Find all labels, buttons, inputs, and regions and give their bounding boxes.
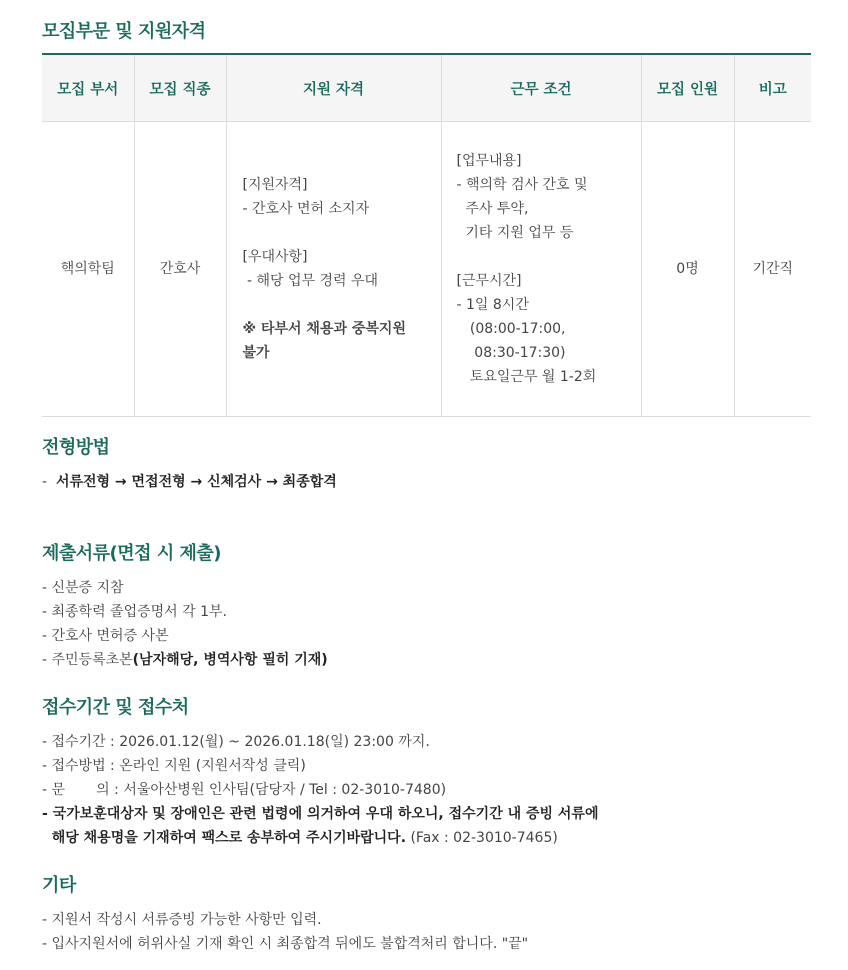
duty-line: 기타 지원 업무 등 bbox=[456, 225, 574, 241]
hours-line: - 1일 8시간 bbox=[456, 297, 529, 313]
hours-line: 토요일근무 월 1-2회 bbox=[456, 369, 597, 385]
hours-label: [근무시간] bbox=[456, 273, 522, 289]
etc-list bbox=[42, 908, 528, 956]
process-text: 서류전형 → 면접전형 → 신체검사 → 최종합격 bbox=[55, 474, 337, 490]
hours-line: 08:30-17:30) bbox=[456, 345, 566, 361]
duplicate-note-cont: 불가 bbox=[242, 345, 270, 361]
section-title-recruit: 모집부문 및 지원자격 bbox=[42, 21, 206, 42]
section-title-process: 전형방법 bbox=[42, 437, 110, 458]
section-title-application: 접수기간 및 접수처 bbox=[42, 697, 189, 718]
duplicate-note: ※ 타부서 채용과 중복지원 bbox=[242, 321, 406, 337]
header-count: 모집 인원 bbox=[641, 54, 734, 122]
list-item bbox=[42, 648, 328, 672]
list-item: - 최종학력 졸업증명서 각 1부. bbox=[42, 604, 227, 620]
veteran-notice-cont bbox=[42, 826, 598, 850]
section-title-documents: 제출서류(면접 시 제출) bbox=[42, 543, 221, 564]
preference-item: - 해당 업무 경력 우대 bbox=[242, 273, 378, 289]
list-item: - 신분증 지참 bbox=[42, 580, 124, 596]
cell-count: 0명 bbox=[641, 122, 734, 417]
header-note: 비고 bbox=[734, 54, 811, 122]
documents-list bbox=[42, 576, 328, 672]
list-item: - 지원서 작성시 서류증빙 가능한 사항만 입력. bbox=[42, 912, 322, 928]
application-list bbox=[42, 730, 598, 850]
veteran-notice-text: 해당 채용명을 기재하여 팩스로 송부하여 주시기바랍니다. bbox=[42, 830, 407, 846]
qualification-label: [지원자격] bbox=[242, 177, 308, 193]
resident-copy-label: - 주민등록초본 bbox=[42, 652, 133, 668]
resident-copy-note: (남자해당, 병역사항 필히 기재) bbox=[132, 652, 328, 668]
section-title-etc: 기타 bbox=[42, 875, 76, 896]
preference-label: [우대사항] bbox=[242, 249, 308, 265]
table-row bbox=[42, 122, 811, 417]
duty-line: 주사 투약, bbox=[456, 201, 529, 217]
table-header-row bbox=[42, 54, 811, 122]
recruit-table bbox=[42, 53, 811, 417]
cell-conditions bbox=[441, 122, 641, 417]
duty-label: [업무내용] bbox=[456, 153, 522, 169]
fax-number: (Fax : 02-3010-7465) bbox=[406, 830, 558, 846]
cell-qualification bbox=[226, 122, 441, 417]
application-method[interactable]: - 접수방법 : 온라인 지원 (지원서작성 클릭) bbox=[42, 758, 306, 774]
application-period: - 접수기간 : 2026.01.12(월) ~ 2026.01.18(일) 23:00 까지. bbox=[42, 734, 430, 750]
header-conditions: 근무 조건 bbox=[441, 54, 641, 122]
veteran-notice: - 국가보훈대상자 및 장애인은 관련 법령에 의거하여 우대 하오니, 접수기간 내 증빙 서류에 bbox=[42, 806, 599, 822]
hours-line: (08:00-17:00, bbox=[456, 321, 566, 337]
qualification-item: - 간호사 면허 소지자 bbox=[242, 201, 370, 217]
list-item: - 간호사 면허증 사본 bbox=[42, 628, 169, 644]
header-dept: 모집 부서 bbox=[42, 54, 134, 122]
header-qualification: 지원 자격 bbox=[226, 54, 441, 122]
process-steps bbox=[42, 470, 337, 494]
duty-line: - 핵의학 검사 간호 및 bbox=[456, 177, 588, 193]
cell-job: 간호사 bbox=[134, 122, 226, 417]
cell-note: 기간직 bbox=[734, 122, 811, 417]
process-prefix: - bbox=[42, 474, 56, 490]
list-item: - 입사지원서에 허위사실 기재 확인 시 최종합격 뒤에도 불합격처리 합니다. "끝" bbox=[42, 936, 529, 952]
cell-dept: 핵의학팀 bbox=[42, 122, 134, 417]
application-contact: - 문 의 : 서울아산병원 인사팀(담당자 / Tel : 02-3010-7480) bbox=[42, 782, 447, 798]
header-job: 모집 직종 bbox=[134, 54, 226, 122]
